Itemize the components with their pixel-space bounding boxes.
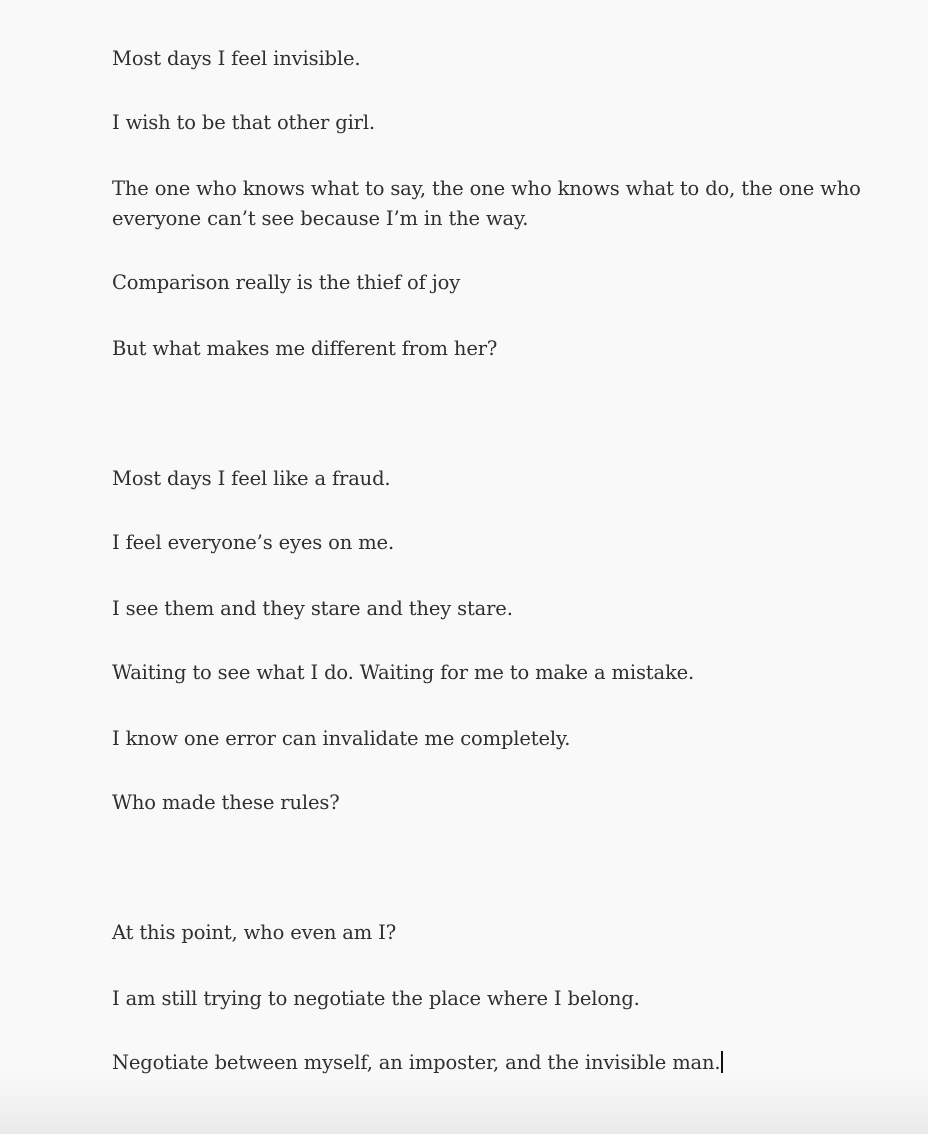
paragraph-14-text: Negotiate between myself, an imposter, and the invisible man. xyxy=(112,1051,721,1074)
paragraph-8[interactable]: I see them and they stare and they stare. xyxy=(112,597,513,620)
paragraph-10[interactable]: I know one error can invalidate me completely. xyxy=(112,727,571,750)
paragraph-12[interactable]: At this point, who even am I? xyxy=(112,921,397,944)
paragraph-5[interactable]: But what makes me different from her? xyxy=(112,337,498,360)
text-cursor xyxy=(721,1051,723,1073)
paragraph-3[interactable]: The one who knows what to say, the one who knows what to do, the one who everyone can’t see because I’m in the way. xyxy=(112,177,861,230)
paragraph-4[interactable]: Comparison really is the thief of joy xyxy=(112,271,461,294)
paragraph-11[interactable]: Who made these rules? xyxy=(112,791,340,814)
paragraph-1[interactable]: Most days I feel invisible. xyxy=(112,47,361,70)
paragraph-6[interactable]: Most days I feel like a fraud. xyxy=(112,467,391,490)
paragraph-9[interactable]: Waiting to see what I do. Waiting for me to make a mistake. xyxy=(112,661,695,684)
paragraph-2[interactable]: I wish to be that other girl. xyxy=(112,111,375,134)
text-editor[interactable] xyxy=(112,0,872,1134)
paragraph-14[interactable] xyxy=(112,1048,872,1078)
paragraph-13[interactable]: I am still trying to negotiate the place where I belong. xyxy=(112,987,640,1010)
paragraph-7[interactable]: I feel everyone’s eyes on me. xyxy=(112,531,394,554)
